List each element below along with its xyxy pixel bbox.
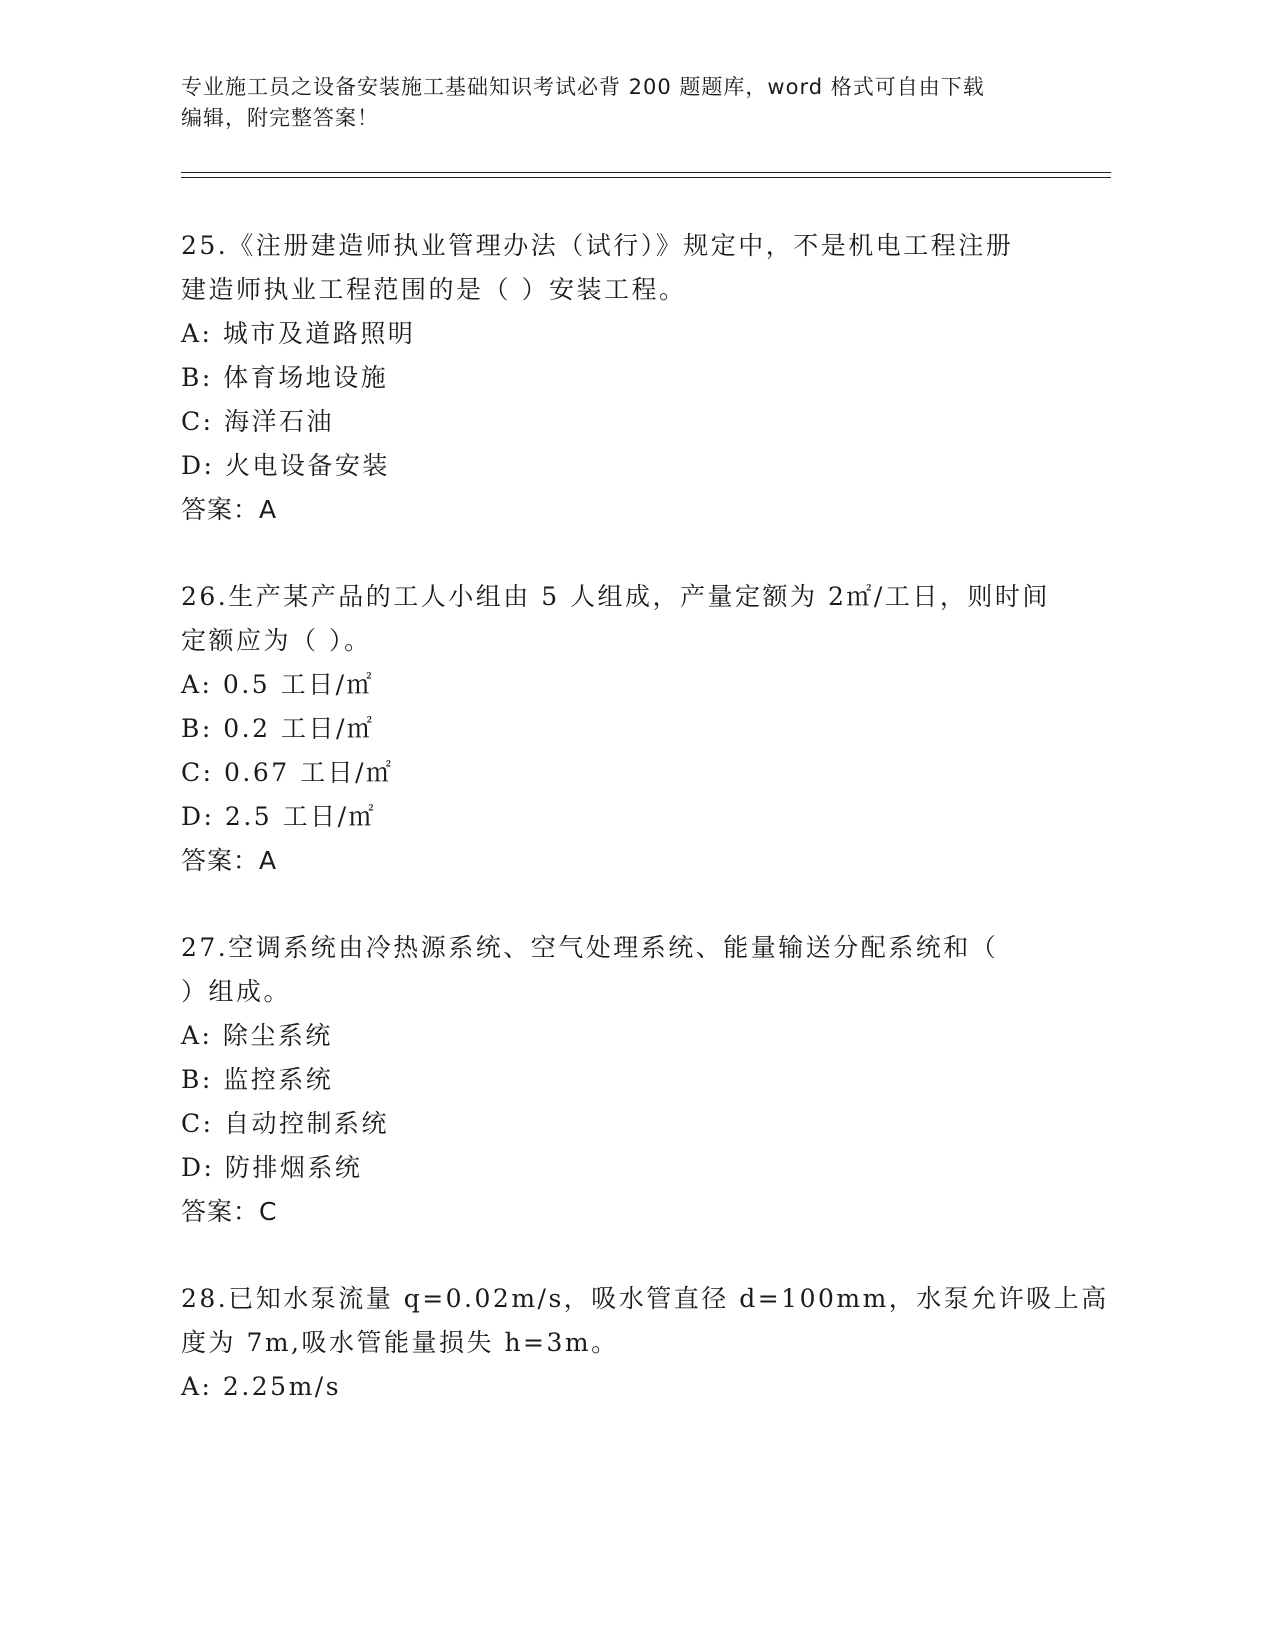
answer-label: 答案：A <box>181 495 278 524</box>
option-b: B: 0.2 工日/㎡ <box>181 714 375 743</box>
header-divider-top <box>181 172 1111 173</box>
question-text-line: 27.空调系统由冷热源系统、空气处理系统、能量输送分配系统和（ <box>181 933 999 962</box>
option-a: A: 城市及道路照明 <box>181 319 416 348</box>
option-d: D: 火电设备安装 <box>181 451 390 480</box>
option-c: C: 0.67 工日/㎡ <box>181 758 394 787</box>
answer-label: 答案：C <box>181 1197 278 1226</box>
question-text-line: 26.生产某产品的工人小组由 5 人组成，产量定额为 2㎡/工日，则时间 <box>181 582 1050 611</box>
header-line-2: 编辑，附完整答案！ <box>181 106 379 130</box>
question-list <box>181 224 1109 1452</box>
option-d: D: 防排烟系统 <box>181 1153 363 1182</box>
option-b: B: 体育场地设施 <box>181 363 389 392</box>
question-text-line: 25.《注册建造师执业管理办法（试行）》规定中，不是机电工程注册 <box>181 231 1014 260</box>
header-divider-bottom <box>181 177 1111 178</box>
question-text-line: 建造师执业工程范围的是（ ）安装工程。 <box>181 275 687 304</box>
question-text-line: ）组成。 <box>181 977 292 1006</box>
answer-label: 答案：A <box>181 846 278 875</box>
question-28 <box>181 1277 1109 1409</box>
question-text-line: 度为 7m,吸水管能量损失 h=3m。 <box>181 1328 619 1357</box>
option-a: A: 2.25m/s <box>181 1372 342 1401</box>
option-c: C: 自动控制系统 <box>181 1109 389 1138</box>
question-text-line: 定额应为（ ）。 <box>181 626 372 655</box>
option-c: C: 海洋石油 <box>181 407 334 436</box>
question-27 <box>181 926 1051 1234</box>
question-26 <box>181 575 1051 883</box>
option-a: A: 除尘系统 <box>181 1021 333 1050</box>
option-d: D: 2.5 工日/㎡ <box>181 802 377 831</box>
header-line-1: 专业施工员之设备安装施工基础知识考试必背 200 题题库，word 格式可自由下载 <box>181 75 985 99</box>
document-header <box>181 72 1061 134</box>
question-25 <box>181 224 1051 532</box>
option-b: B: 监控系统 <box>181 1065 334 1094</box>
question-text-line: 28.已知水泵流量 q=0.02m/s，吸水管直径 d=100mm，水泵允许吸上高 <box>181 1284 1109 1313</box>
option-a: A: 0.5 工日/㎡ <box>181 670 375 699</box>
